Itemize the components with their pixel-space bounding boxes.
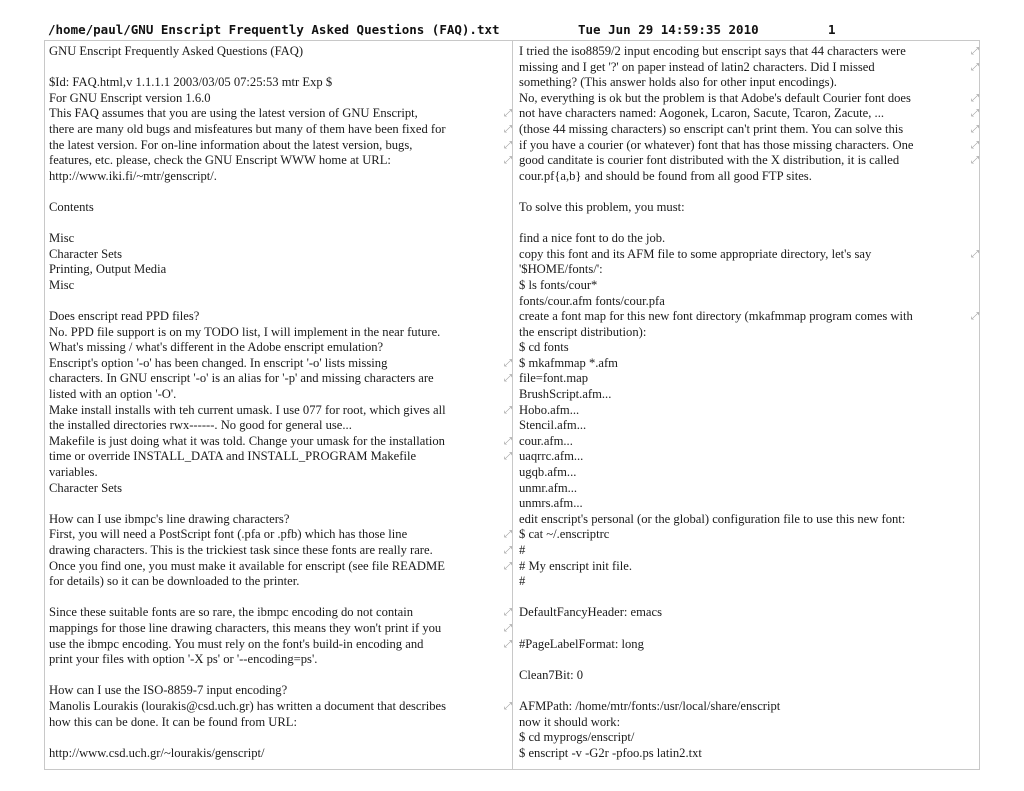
text-line [49,574,504,590]
line-text: mappings for those line drawing characters, this means they won't print if you [49,620,442,635]
text-line [519,106,979,122]
line-text: missing and I get '?' on paper instead of latin2 characters. Did I missed [519,59,875,74]
text-line [49,605,512,621]
text-line [49,730,504,746]
line-text: file=font.map [519,371,589,386]
text-line [49,340,504,356]
line-text: AFMPath: /home/mtr/fonts:/usr/local/share/enscript [519,698,781,713]
text-line [49,481,504,497]
line-wrap-icon: ⤢ [504,357,512,369]
line-text: $ cat ~/.enscriptrc [519,527,610,542]
text-line [519,153,979,169]
text-line [519,512,974,528]
line-text: http://www.csd.uch.gr/~lourakis/genscript/ [49,745,265,760]
text-line [519,278,974,294]
text-line [49,512,504,528]
line-wrap-icon: ⤢ [504,700,512,712]
line-wrap-icon: ⤢ [971,108,979,120]
text-line [49,683,504,699]
line-text: Make install installs with teh current umask. I use 077 for root, which gives all [49,402,446,417]
line-text: Enscript's option '-o' has been changed. In enscript '-o' lists missing [49,355,388,370]
line-text: How can I use ibmpc's line drawing characters? [49,511,290,526]
line-wrap-icon: ⤢ [971,155,979,167]
line-text: Contents [49,199,94,214]
text-line [49,75,504,91]
text-line [49,715,504,731]
line-text: find a nice font to do the job. [519,231,666,246]
text-line [49,652,504,668]
line-text: create a font map for this new font directory (mkafmmap program comes with [519,309,913,324]
line-text: $ cd myprogs/enscript/ [519,730,635,745]
text-line [49,231,504,247]
line-text: cour.pf{a,b} and should be found from all good FTP sites. [519,168,812,183]
line-text: http://www.iki.fi/~mtr/genscript/. [49,168,217,183]
line-text: the latest version. For on-line information about the latest version, bugs, [49,137,413,152]
text-line [49,371,512,387]
text-line [519,481,974,497]
line-text: Once you find one, you must make it available for enscript (see file README [49,558,445,573]
text-line [49,153,512,169]
text-line [519,418,974,434]
text-line [519,543,974,559]
line-text: $ mkafmmap *.afm [519,355,618,370]
text-line [49,465,504,481]
text-line [519,559,974,575]
text-line [519,621,974,637]
text-line [49,184,504,200]
text-line [49,636,512,653]
text-line [519,683,974,699]
text-line [49,247,504,263]
text-line [519,200,974,216]
line-wrap-icon: ⤢ [971,92,979,104]
text-line [519,637,974,653]
text-line [519,184,974,200]
line-text: ugqb.afm... [519,465,577,480]
line-text: Makefile is just doing what it was told. Change your umask for the installation [49,433,445,448]
line-text: listed with an option '-O'. [49,387,177,402]
line-wrap-icon: ⤢ [504,622,512,634]
line-text: BrushScript.afm... [519,387,612,402]
text-line [49,294,504,310]
text-line [519,668,974,684]
line-text: there are many old bugs and misfeatures but many of them have been fixed for [49,121,446,136]
text-line [519,294,974,310]
text-line [49,278,504,294]
line-wrap-icon: ⤢ [504,529,512,541]
line-text: now it should work: [519,714,621,729]
line-text: for details) so it can be downloaded to the printer. [49,574,300,589]
page-header [48,22,978,38]
line-wrap-icon: ⤢ [504,155,512,167]
line-text: DefaultFancyHeader: emacs [519,605,663,620]
page-number: 1 [828,22,836,37]
line-wrap-icon: ⤢ [504,404,512,416]
line-wrap-icon: ⤢ [971,61,979,73]
text-line [49,402,512,419]
text-line [519,44,979,60]
text-line [49,558,512,575]
line-text: time or override INSTALL_DATA and INSTALL_PROGRAM Makefile [49,449,417,464]
line-text: cour.afm... [519,433,573,448]
line-text: characters. In GNU enscript '-o' is an alias for '-p' and missing characters are [49,371,434,386]
text-line [519,59,979,76]
line-text: No, everything is ok but the problem is that Adobe's default Courier font does [519,90,911,105]
line-text: GNU Enscript Frequently Asked Questions (FAQ) [49,44,304,58]
text-line [49,355,512,372]
text-line [519,325,974,341]
line-text: copy this font and its AFM file to some appropriate directory, let's say [519,246,872,261]
text-line [519,652,974,668]
text-line [49,106,512,122]
right-column [519,44,979,761]
text-line [49,309,504,325]
text-line [519,449,974,465]
line-text: the enscript distribution): [519,324,647,339]
text-line [49,60,504,76]
line-text: something? (This answer holds also for other input encodings). [519,75,837,90]
text-line [519,574,974,590]
line-text: Hobo.afm... [519,402,580,417]
line-wrap-icon: ⤢ [971,46,979,57]
line-text: For GNU Enscript version 1.6.0 [49,90,211,105]
file-path: /home/paul/GNU Enscript Frequently Asked Questions (FAQ).txt [48,22,500,37]
text-line [519,715,974,731]
line-text: not have characters named: Aogonek, Lcaron, Sacute, Tcaron, Zacute, ... [519,106,885,121]
line-text: How can I use the ISO-8859-7 input encoding? [49,683,288,698]
line-wrap-icon: ⤢ [504,435,512,447]
line-text: unmr.afm... [519,480,578,495]
line-text: '$HOME/fonts/': [519,262,603,277]
text-line [519,387,974,403]
text-line [49,620,512,637]
line-wrap-icon: ⤢ [504,123,512,135]
line-text: uaqrrc.afm... [519,449,584,464]
line-text: First, you will need a PostScript font (.pfa or .pfb) which has those line [49,527,408,542]
line-text: the installed directories rwx------. No good for general use... [49,418,352,433]
line-wrap-icon: ⤢ [504,545,512,556]
line-text: Does enscript read PPD files? [49,309,200,324]
line-wrap-icon: ⤢ [971,248,979,260]
line-text: if you have a courier (or whatever) font that has those missing characters. One [519,137,914,152]
line-wrap-icon: ⤢ [504,139,512,151]
line-text: Manolis Lourakis (lourakis@csd.uch.gr) has written a document that describes [49,698,447,713]
line-wrap-icon: ⤢ [504,607,512,619]
line-text: Character Sets [49,246,123,261]
line-text: print your files with option '-X ps' or '--encoding=ps'. [49,652,318,667]
line-text: how this can be done. It can be found from URL: [49,714,297,729]
text-line [49,590,504,606]
text-line [49,91,504,107]
line-text: edit enscript's personal (or the global) configuration file to use this new font: [519,511,906,526]
line-text: Since these suitable fonts are so rare, the ibmpc encoding do not contain [49,605,414,620]
text-line [519,121,979,138]
text-line [519,590,974,606]
line-text: # My enscript init file. [519,558,632,573]
text-line [519,371,974,387]
text-line [49,137,512,154]
line-text: $Id: FAQ.html,v 1.1.1.1 2003/03/05 07:25:53 mtr Exp $ [49,75,333,90]
line-text: good canditate is courier font distributed with the X distribution, it is called [519,153,900,168]
text-line [519,434,974,450]
line-text: Clean7Bit: 0 [519,667,584,682]
text-line [519,137,979,154]
column-divider [512,40,513,770]
text-line [519,403,974,419]
text-line [49,746,504,762]
line-text: $ ls fonts/cour* [519,277,598,292]
text-line [49,496,504,512]
line-wrap-icon: ⤢ [504,451,512,463]
line-text: fonts/cour.afm fonts/cour.pfa [519,293,665,308]
text-line [49,200,504,216]
text-line [519,75,974,91]
text-line [519,169,974,185]
line-text: # [519,574,526,589]
line-text: To solve this problem, you must: [519,199,685,214]
line-text: Character Sets [49,480,123,495]
line-text: What's missing / what's different in the Adobe enscript emulation? [49,340,384,355]
text-line [49,44,504,60]
text-line [519,605,974,621]
line-wrap-icon: ⤢ [971,139,979,151]
line-wrap-icon: ⤢ [504,108,512,120]
text-line [49,698,512,715]
text-line [519,262,974,278]
text-line [519,246,979,263]
line-text: (those 44 missing characters) so enscript can't print them. You can solve this [519,121,904,136]
line-text: Misc [49,231,75,246]
line-wrap-icon: ⤢ [504,373,512,385]
line-text: $ enscript -v -G2r -pfoo.ps latin2.txt [519,745,702,760]
print-date: Tue Jun 29 14:59:35 2010 [578,22,759,37]
line-text: Stencil.afm... [519,418,587,433]
text-line [519,527,974,543]
line-text: unmrs.afm... [519,496,583,511]
line-text: No. PPD file support is on my TODO list, I will implement in the near future. [49,324,441,339]
text-line [49,262,504,278]
text-line [519,309,979,325]
text-line [49,216,504,232]
line-wrap-icon: ⤢ [504,560,512,572]
text-line [519,216,974,232]
text-line [519,746,974,762]
line-text: variables. [49,465,98,480]
line-wrap-icon: ⤢ [971,123,979,135]
text-line [519,231,974,247]
line-text: Misc [49,277,75,292]
line-text: $ cd fonts [519,340,569,355]
line-text: Printing, Output Media [49,262,167,277]
line-text: #PageLabelFormat: long [519,636,644,651]
line-text: # [519,543,526,557]
text-line [49,668,504,684]
text-line [519,465,974,481]
text-line [519,730,974,746]
text-line [49,169,504,185]
line-text: drawing characters. This is the trickiest task since these fonts are really rare. [49,543,433,557]
line-text: features, etc. please, check the GNU Enscript WWW home at URL: [49,153,391,168]
line-text: This FAQ assumes that you are using the latest version of GNU Enscript, [49,106,418,121]
text-line [49,418,504,434]
line-wrap-icon: ⤢ [504,638,512,650]
text-line [49,433,512,450]
text-line [49,543,512,559]
text-line [49,325,504,341]
text-line [519,699,974,715]
text-line [49,121,512,138]
text-line [519,496,974,512]
text-line [49,449,512,465]
text-line [519,90,979,107]
text-line [519,340,974,356]
line-text: use the ibmpc encoding. You must rely on the font's build-in encoding and [49,636,424,651]
left-column [49,44,512,761]
text-line [519,356,974,372]
line-text: I tried the iso8859/2 input encoding but enscript says that 44 characters were [519,44,906,58]
line-wrap-icon: ⤢ [971,311,979,323]
text-line [49,387,504,403]
text-line [49,527,512,543]
